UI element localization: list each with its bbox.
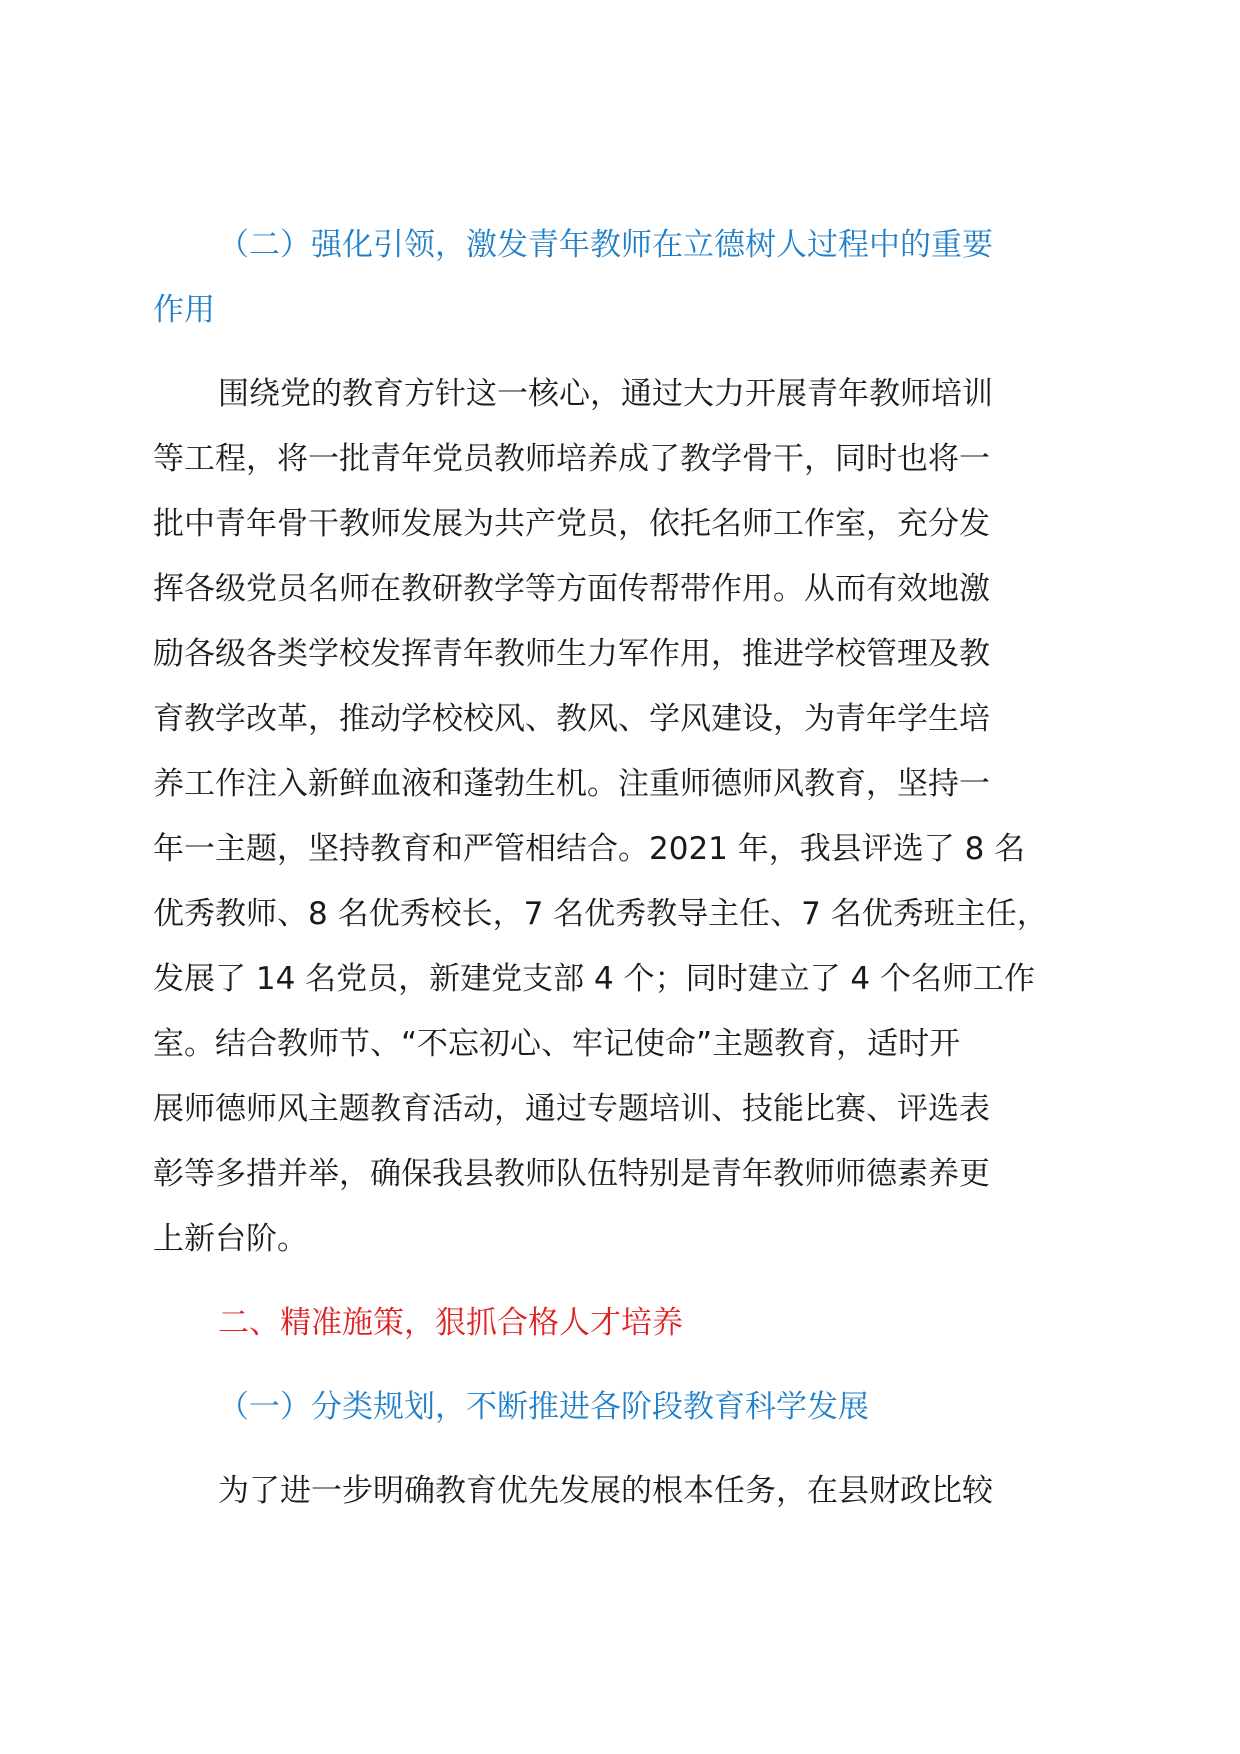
subheading: （一）分类规划，不断推进各阶段教育科学发展 <box>218 1389 869 1425</box>
paragraph-line: 育教学改革，推动学校校风、教风、学风建设，为青年学生培 <box>153 701 990 737</box>
paragraph-line: 展师德师风主题教育活动，通过专题培训、技能比赛、评选表 <box>153 1091 990 1127</box>
paragraph-line: 室。结合教师节、“不忘初心、牢记使命”主题教育，适时开 <box>153 1026 961 1062</box>
subheading-line-2: 作用 <box>153 292 215 328</box>
paragraph-line: 为了进一步明确教育优先发展的根本任务，在县财政比较 <box>218 1473 993 1509</box>
paragraph-line: 挥各级党员名师在教研教学等方面传帮带作用。从而有效地激 <box>153 571 990 607</box>
paragraph-line: 养工作注入新鲜血液和蓬勃生机。注重师德师风教育，坚持一 <box>153 766 990 802</box>
paragraph-line: 围绕党的教育方针这一核心，通过大力开展青年教师培训 <box>218 376 993 412</box>
paragraph-line: 励各级各类学校发挥青年教师生力军作用，推进学校管理及教 <box>153 636 990 672</box>
paragraph-line: 发展了 14 名党员，新建党支部 4 个；同时建立了 4 个名师工作 <box>153 961 1036 997</box>
paragraph-line: 等工程，将一批青年党员教师培养成了教学骨干，同时也将一 <box>153 441 990 477</box>
paragraph-line: 彰等多措并举，确保我县教师队伍特别是青年教师师德素养更 <box>153 1156 990 1192</box>
paragraph-line: 上新台阶。 <box>153 1221 308 1257</box>
section-title: 二、精准施策，狠抓合格人才培养 <box>218 1305 683 1341</box>
paragraph-line: 优秀教师、8 名优秀校长，7 名优秀教导主任、7 名优秀班主任， <box>153 896 1048 932</box>
paragraph-line: 年一主题，坚持教育和严管相结合。2021 年，我县评选了 8 名 <box>153 831 1026 867</box>
subheading-line-1: （二）强化引领，激发青年教师在立德树人过程中的重要 <box>218 227 993 263</box>
paragraph-line: 批中青年骨干教师发展为共产党员，依托名师工作室，充分发 <box>153 506 990 542</box>
